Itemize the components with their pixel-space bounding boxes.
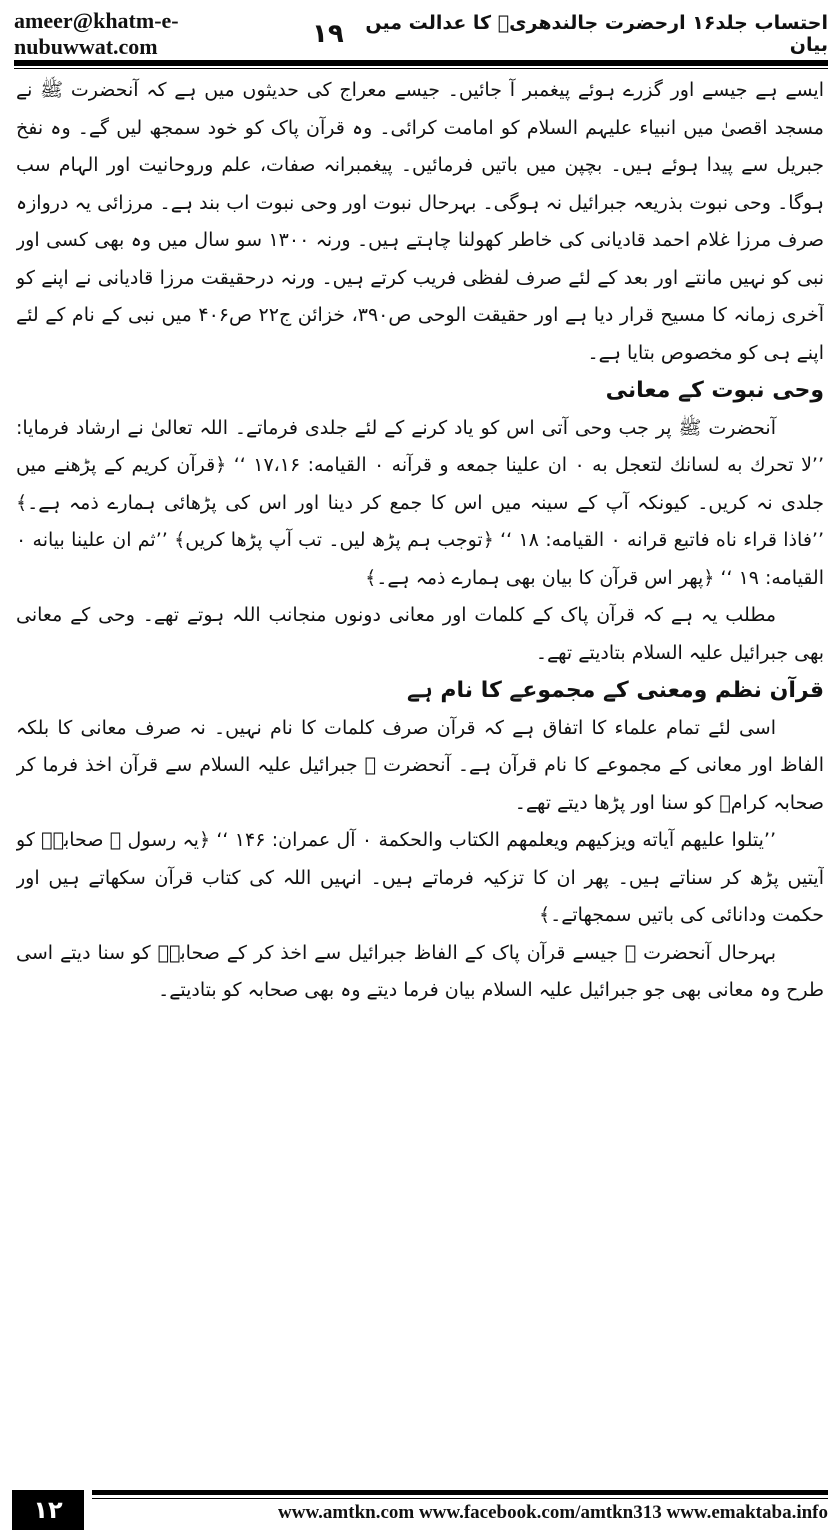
body-paragraph: ایسے ہے جیسے اور گزرے ہوئے پیغمبر آ جائیں۔ جیسے معراج کی حدیثوں میں ہے کہ آنحضرت ﷺ نے مسجد اقصیٰ میں انبیاء علیہم السلام کو امامت کرائی۔ وہ قرآن پاک کو خود سمجھ لیں گے۔ وہ نفخ جبریل سے پیدا ہوئے ہیں۔ بچپن میں باتیں فرمائیں۔ پیغمبرانہ صفات، علم وروحانیت اور الہام سب ہوگا۔ وحی نبوت بذریعہ جبرائیل نہ ہوگی۔ بہرحال نبوت اور وحی نبوت اب بند ہے۔ مرزائی یہ دروازہ صرف مرزا غلام احمد قادیانی کی خاطر کھولنا چاہتے ہیں۔ ورنہ ۱۳۰۰ سو سال میں وہ بھی کسی اور نبی کو نہیں مانتے اور بعد کے لئے صرف لفظی فریب کرتے ہیں۔ ورنہ درحقیقت مرزا قادیانی نے اپنے کو آخری زمانہ کا مسیح قرار دیا ہے اور حقیقت الوحی ص۳۹۰، خزائن ج۲۲ ص۴۰۶ میں نبی کے نام کے لئے اپنے ہی کو مخصوص بتایا ہے۔ <box>16 79 824 364</box>
page-header <box>14 8 828 59</box>
section-heading: قرآن نظم ومعنی کے مجموعے کا نام ہے <box>406 678 824 703</box>
body-paragraph: آنحضرت ﷺ پر جب وحی آتی اس کو یاد کرنے کے لئے جلدی فرماتے۔ اللہ تعالیٰ نے ارشاد فرمایا: ’’لا تحرك به لسانك لتعجل به ۰ ان علینا جمعه و قرآنه ۰ القیامه: ۱۷،۱۶ ‘‘ ﴿قرآن کریم کے پڑھنے میں جلدی نہ کریں۔ کیونکہ آپ کے سینہ میں اس کا جمع کر دینا اور اس کی پڑھائی ہمارے ذمہ ہے۔﴾ ’’فاذا قراء ناه فاتبع قرانه ۰ القیامه: ۱۸ ‘‘ ﴿توجب ہم پڑھ لیں۔ تب آپ پڑھا کریں﴾ ’’ثم ان علینا بیانه ۰ القیامه: ۱۹ ‘‘ ﴿پھر اس قرآن کا بیان بھی ہمارے ذمہ ہے۔﴾ <box>16 416 824 589</box>
body-paragraph: ’’یتلوا علیهم آیاته ویزکیهم ویعلمهم الکتاب والحکمة ۰ آل عمران: ۱۴۶ ‘‘ ﴿یہ رسول ﷺ صحابہؓ کو آیتیں پڑھ کر سناتے ہیں۔ پھر ان کا تزکیہ فرماتے ہیں۔ انہیں اللہ کی کتاب قرآن سکھاتے ہیں اور حکمت ودانائی کی باتیں سمجھاتے۔﴾ <box>16 829 824 926</box>
header-rule-thick <box>14 60 828 66</box>
body-paragraph: مطلب یہ ہے کہ قرآن پاک کے کلمات اور معانی دونوں منجانب اللہ ہوتے تھے۔ وحی کے معانی بھی جبرائیل علیہ السلام بتادیتے تھے۔ <box>16 604 824 664</box>
footer-links: www.amtkn.com www.facebook.com/amtkn313 www.emaktaba.info <box>278 1502 828 1523</box>
header-rule-thin <box>14 68 828 69</box>
header-page-number: ۱۹ <box>312 19 344 49</box>
header-email: ameer@khatm-e-nubuwwat.com <box>14 8 179 59</box>
body-paragraph: اسی لئے تمام علماء کا اتفاق ہے کہ قرآن صرف کلمات کا نام نہیں۔ نہ صرف معانی کا بلکہ الفاظ اور معانی کے مجموعے کا نام قرآن ہے۔ آنحضرت ﷺ جبرائیل علیہ السلام سے قرآن اخذ فرما کر صحابہ کرامؓ کو سنا اور پڑھا دیتے تھے۔ <box>16 716 824 814</box>
footer-page-number: ۱۲ <box>12 1490 84 1530</box>
footer-rule-thick <box>92 1490 828 1495</box>
page-body <box>16 72 824 1472</box>
section-heading: وحی نبوت کے معانی <box>605 378 824 403</box>
footer-rule-thin <box>92 1498 828 1499</box>
body-paragraph: بہرحال آنحضرت ﷺ جیسے قرآن پاک کے الفاظ جبرائیل سے اخذ کر کے صحابہؓ کو سنا دیتے اسی طرح وہ معانی بھی جو جبرائیل علیہ السلام بیان فرما دیتے وہ بھی صحابہ کو بتادیتے۔ <box>16 941 824 1001</box>
header-running-title: احتساب جلد۱۶ ارحضرت جالندھریؒ کا عدالت میں بیان <box>365 12 828 56</box>
page-footer <box>12 1490 828 1530</box>
